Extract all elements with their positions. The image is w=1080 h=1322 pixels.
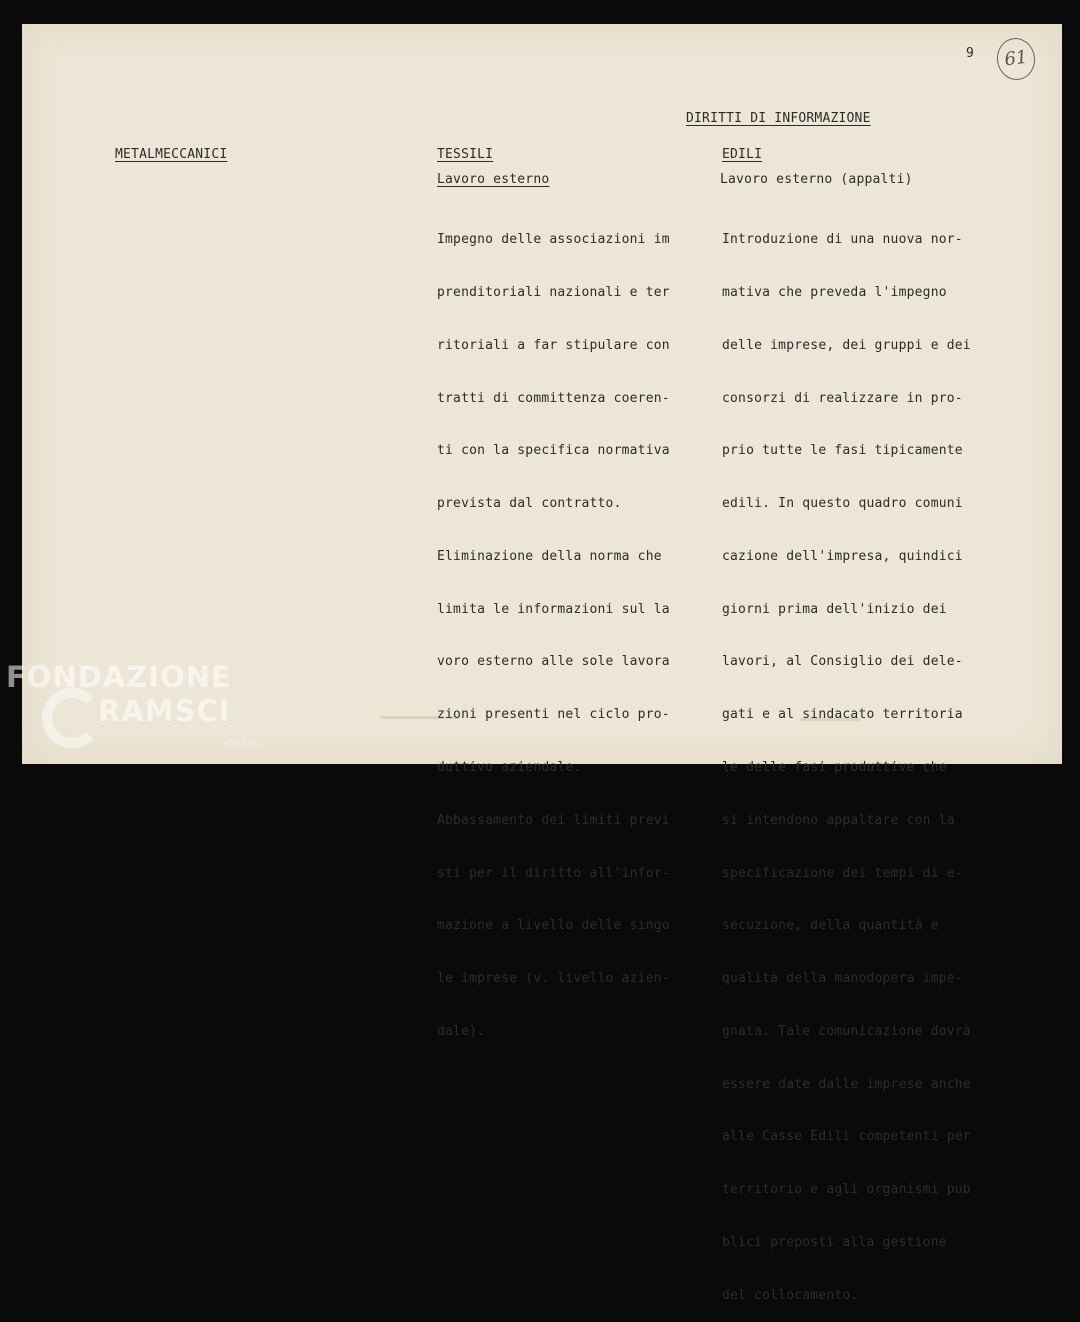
text-line: blici preposti alla gestione bbox=[722, 1235, 947, 1251]
text-line: consorzi di realizzare in pro- bbox=[722, 390, 963, 406]
column-heading-edili: EDILI bbox=[722, 147, 763, 162]
text-line: alle Casse Edili competenti per bbox=[722, 1129, 971, 1145]
text-line: sti per il diritto all'infor- bbox=[437, 865, 670, 881]
text-line: Abbassamento dei limiti previ bbox=[437, 812, 670, 828]
paper-smudge bbox=[800, 718, 860, 721]
text-line: Eliminazione della norma che bbox=[437, 548, 662, 564]
text-line: delle imprese, dei gruppi e dei bbox=[722, 337, 971, 353]
watermark-line1: FONDAZIONE bbox=[6, 660, 232, 694]
text-line: Impegno delle associazioni im bbox=[437, 232, 670, 248]
watermark-line2: RAMSCI bbox=[98, 694, 231, 728]
text-line: le imprese (v. livello azien- bbox=[437, 971, 670, 987]
watermark-suffix: onlus bbox=[226, 736, 259, 750]
text-line: le delle fasi produttive che bbox=[722, 760, 947, 775]
text-line: Introduzione di una nuova nor- bbox=[722, 232, 963, 248]
text-line: zioni presenti nel ciclo pro- bbox=[437, 707, 670, 723]
text-line: qualità della manodopera impe- bbox=[722, 971, 963, 987]
text-line: prevista dal contratto. bbox=[437, 496, 622, 512]
text-line: gnata. Tale comunicazione dovrà bbox=[722, 1023, 971, 1039]
paper-smudge bbox=[380, 716, 460, 719]
tessili-body-text bbox=[437, 196, 670, 1058]
text-line: voro esterno alle sole lavora bbox=[437, 654, 670, 670]
g-logo-icon bbox=[42, 688, 102, 748]
text-line: limita le informazioni sul la bbox=[437, 601, 670, 617]
subheading-tessili: Lavoro esterno bbox=[437, 172, 550, 187]
text-line: duttivo aziendale. bbox=[437, 760, 582, 775]
text-line: ritoriali a far stipulare con bbox=[437, 337, 670, 353]
subheading-edili: Lavoro esterno (appalti) bbox=[720, 172, 913, 187]
text-line: essere date dalle imprese anche bbox=[722, 1076, 971, 1092]
section-title: DIRITTI DI INFORMAZIONE bbox=[686, 111, 871, 126]
text-line: lavori, al Consiglio dei dele- bbox=[722, 654, 963, 670]
text-line: prio tutte le fasi tipicamente bbox=[722, 443, 963, 459]
text-line: mativa che preveda l'impegno bbox=[722, 284, 947, 300]
text-line: si intendono appaltare con la bbox=[722, 812, 955, 828]
edili-body-text bbox=[722, 196, 971, 1322]
text-line: gati e al sindacato territoria bbox=[722, 707, 963, 723]
text-line: prenditoriali nazionali e ter bbox=[437, 284, 670, 300]
text-line: ti con la specifica normativa bbox=[437, 443, 670, 459]
text-line: cazione dell'impresa, quindici bbox=[722, 548, 963, 564]
text-line: specificazione dei tempi di e- bbox=[722, 865, 963, 881]
text-line: territorio e agli organismi pub bbox=[722, 1182, 971, 1198]
text-line: secuzione, della quantità e bbox=[722, 918, 939, 934]
column-heading-metalmeccanici: METALMECCANICI bbox=[115, 147, 228, 162]
text-line: giorni prima dell'inizio dei bbox=[722, 601, 947, 617]
text-line: dale). bbox=[437, 1023, 486, 1039]
text-line: del collocamento. bbox=[722, 1287, 859, 1303]
text-line: mazione a livello delle singo bbox=[437, 918, 670, 934]
page-number: 9 bbox=[966, 46, 974, 61]
archive-number-stamp: 61 bbox=[994, 36, 1037, 83]
fondazione-gramsci-watermark bbox=[6, 660, 276, 760]
text-line: tratti di committenza coeren- bbox=[437, 390, 670, 406]
column-heading-tessili: TESSILI bbox=[437, 147, 494, 162]
text-line: edili. In questo quadro comuni bbox=[722, 496, 963, 512]
